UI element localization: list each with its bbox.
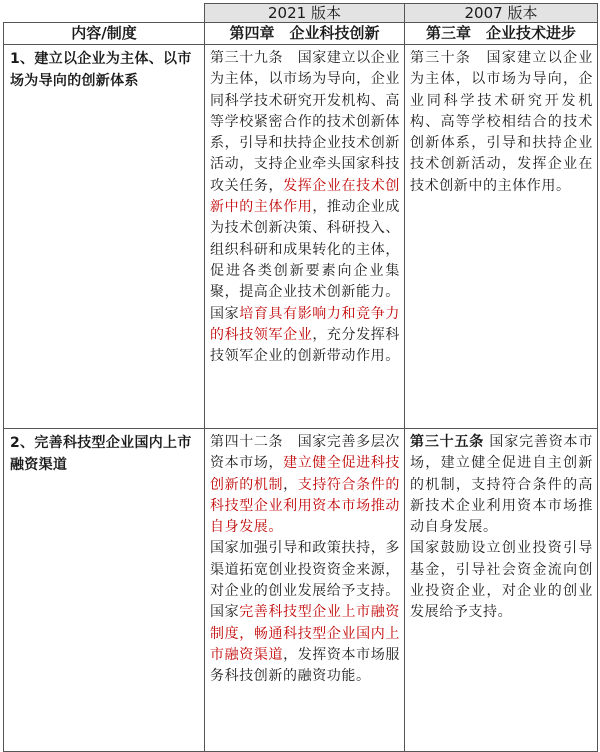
version-2021-header: 2021 版本 [205,4,405,23]
text-2021-cell [205,45,405,429]
table-row [4,45,598,429]
text-2021-cell [205,429,405,752]
table-row [4,429,598,752]
highlighted-text: 培育具有影响力和竞争力的科技领军企业 [210,305,400,343]
topic-cell: 1、建立以企业为主体、以市场为导向的创新体系 [4,45,205,429]
body-text: ，推动企业成为技术创新决策、科研投入、组织科研和成果转化的主体，促进各类创新要素向企业集聚，提高企业技术创新能力。 [210,199,400,301]
body-text: 国家 [210,305,240,322]
paragraph [210,48,400,304]
version-2007-header: 2007 版本 [405,4,598,23]
body-text: 第三十条 国家建立以企业为主体，以市场为导向，企业同科学技术研究开发机构、高等学校相结合的技术创新体系，引导和扶持企业技术创新活动，发挥企业在技术创新中的主体作用。 [410,50,593,194]
paragraph [210,538,400,602]
body-text: 第四十二条 国家完善多层次资本市场， [210,434,400,472]
paragraph [410,432,593,538]
body-text: 国家鼓励设立创业投资引导基金，引导社会资金流向创业投资企业，对企业的创业发展给予支持。 [410,540,593,621]
comparison-table [3,3,598,752]
chapter-2007-header: 第三章 企业技术进步 [405,23,598,45]
highlighted-text: 建立健全促进科技创新的机制 [210,455,400,493]
text-2007-cell [405,429,598,752]
body-text: 第三十九条 国家建立以企业为主体，以市场为导向，企业同科学技术研究开发机构、高等学校紧密合作的技术创新体系，引导和扶持企业技术创新活动，支持企业牵头国家科技攻关任务， [210,50,400,194]
version-header-row [4,4,598,23]
highlighted-text: 支持符合条件的科技型企业利用资本市场推动自身发展。 [210,476,400,536]
paragraph [210,602,400,687]
body-text: 国家完善资本市场，建立健全促进自主创新的机制，支持符合条件的高新技术企业利用资本市场推动自身发展。 [410,434,593,536]
body-text: ，充分发挥科技领军企业的创新带动作用。 [210,326,400,365]
chapter-2021-header: 第四章 企业科技创新 [205,23,405,45]
topic-cell: 2、完善科技型企业国内上市融资渠道 [4,429,205,752]
paragraph [210,304,400,368]
blank-corner-cell [4,4,205,23]
paragraph [410,538,593,623]
body-text: 国家加强引导和政策扶持，多渠道拓宽创业投资资金来源，对企业的创业发展给予支持。 [210,540,400,600]
paragraph [210,432,400,538]
text-2007-cell [405,45,598,429]
body-text: 国家 [210,604,240,621]
body-text: ， [283,476,298,493]
paragraph [410,48,593,197]
body-text: ，发挥资本市场服务科技创新的融资功能。 [210,646,400,685]
highlighted-text: 发挥企业在技术创新中的主体作用 [210,177,400,216]
body-text: 第三十五条 [410,434,485,450]
content-system-header: 内容/制度 [4,23,205,45]
chapter-header-row [4,23,598,45]
highlighted-text: 完善科技型企业上市融资制度，畅通科技型企业国内上市融资渠道 [210,604,400,663]
